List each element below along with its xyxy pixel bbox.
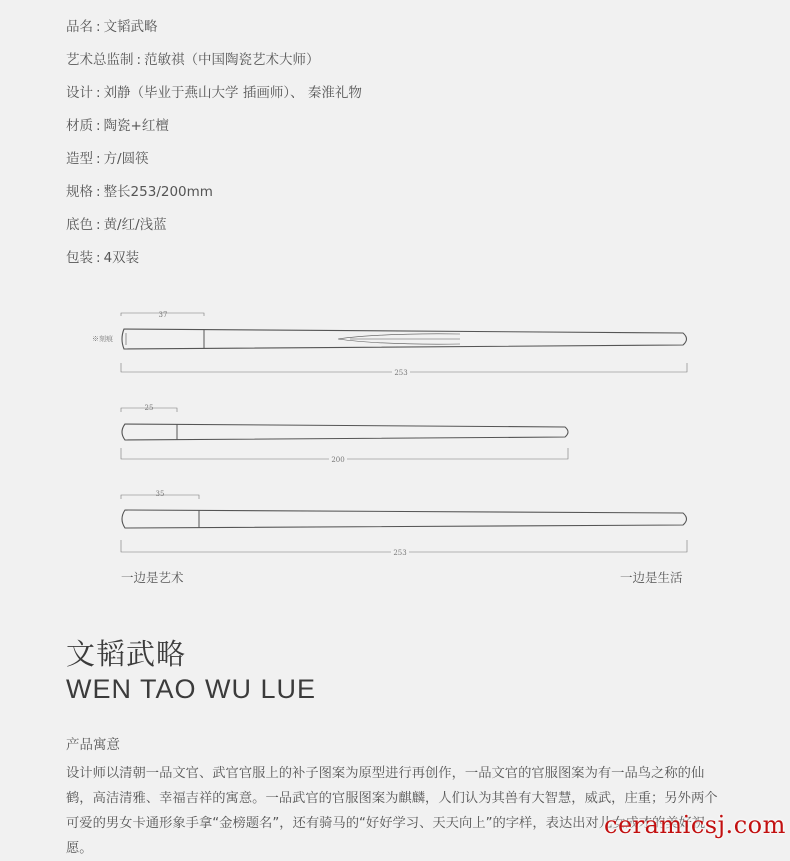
total-dimension-label: 253 — [393, 549, 407, 557]
spec-label: 设计 — [66, 85, 93, 101]
top-dimension-label: 37 — [158, 311, 168, 319]
spec-value: 方/圆筷 — [103, 151, 149, 167]
spec-label: 包装 — [66, 250, 93, 266]
engraving-marks — [338, 334, 460, 344]
total-dimension-label: 200 — [331, 456, 345, 464]
spec-separator: : — [96, 250, 101, 266]
spec-row-designer — [66, 82, 362, 115]
chopstick-1 — [92, 311, 687, 377]
spec-row-base-color — [66, 214, 362, 247]
total-dimension-label: 253 — [394, 369, 408, 377]
product-title-en: WEN TAO WU LUE — [66, 674, 317, 704]
spec-row-shape — [66, 148, 362, 181]
spec-value: 文韬武略 — [103, 19, 158, 35]
spec-separator: : — [96, 217, 101, 233]
caption-life-side: 一边是生活 — [620, 570, 683, 585]
spec-row-name — [66, 16, 362, 49]
spec-label: 艺术总监制 — [66, 52, 134, 68]
spec-label: 造型 — [66, 151, 93, 167]
chopstick-outline — [122, 510, 687, 528]
spec-separator: : — [96, 19, 101, 35]
diagram-svg — [0, 300, 790, 600]
spec-label: 底色 — [66, 217, 93, 233]
top-dimension-label: 25 — [144, 404, 154, 412]
spec-value: 范敏祺（中国陶瓷艺术大师） — [144, 52, 320, 68]
spec-separator: : — [136, 52, 142, 68]
spec-label: 材质 — [66, 118, 93, 134]
spec-value: 刘静（毕业于燕山大学 插画师）、 秦淮礼物 — [103, 85, 362, 101]
section-heading-meaning: 产品寓意 — [66, 737, 120, 753]
spec-row-size — [66, 181, 362, 214]
product-title-cn: 文韬武略 — [66, 637, 187, 671]
spec-list — [66, 16, 362, 280]
spec-row-material — [66, 115, 362, 148]
site-watermark: ceramicsj.com — [604, 811, 786, 839]
meaning-description: 设计师以清朝一品文官、武官官服上的补子图案为原型进行再创作，一品文官的官服图案为有一品鸟之称的仙鹤，高洁清雅、幸福吉祥的寓意。一品武官的官服图案为麒麟，人们认为其兽有大智慧，威武，庄重；另外两个可爱的男女卡通形象手拿“金榜题名”，还有骑马的“好好学习、天天向上”的字样，表达出对儿女成才的美好祝愿。 — [66, 766, 718, 856]
spec-separator: : — [96, 118, 101, 134]
spec-label: 规格 — [66, 184, 93, 200]
spec-value: 黄/红/浅蓝 — [103, 217, 167, 233]
spec-separator: : — [96, 151, 101, 167]
spec-value: 4双装 — [103, 250, 140, 266]
spec-row-packaging — [66, 247, 362, 280]
chopstick-dimension-diagram — [0, 300, 790, 600]
spec-value: 整长253/200mm — [103, 184, 213, 200]
spec-separator: : — [96, 184, 101, 200]
top-dimension-label: 35 — [155, 490, 165, 498]
spec-separator: : — [96, 85, 101, 101]
spec-value: 陶瓷+红檀 — [103, 118, 169, 134]
chopstick-outline — [122, 424, 568, 440]
spec-label: 品名 — [66, 19, 93, 35]
engraving-note: ※刻痕 — [92, 335, 113, 343]
caption-art-side: 一边是艺术 — [121, 570, 184, 585]
spec-row-art-director — [66, 49, 362, 82]
chopstick-2 — [121, 404, 568, 464]
chopstick-3 — [121, 490, 687, 557]
